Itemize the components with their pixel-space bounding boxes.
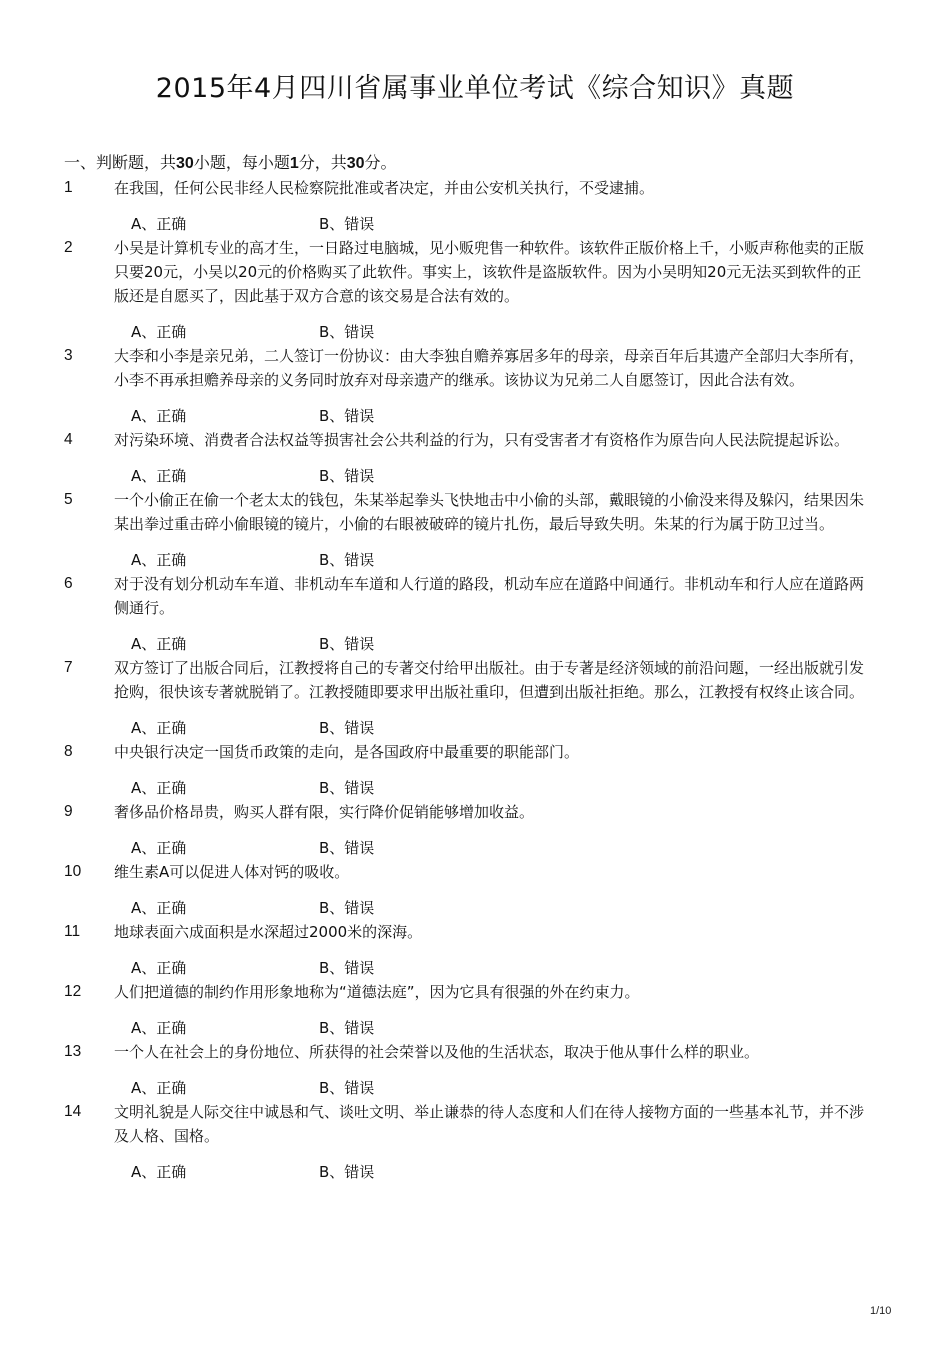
question-text: 中央银行决定一国货币政策的走向，是各国政府中最重要的职能部门。 [114, 743, 580, 761]
section-suffix: 分。 [364, 153, 397, 172]
section-prefix: 一、判断题，共 [64, 153, 177, 172]
question-text: 一个人在社会上的身份地位、所获得的社会荣誉以及他的生活状态，取决于他从事什么样的职业。 [114, 1043, 760, 1061]
question-number: 7 [64, 659, 73, 676]
option-b[interactable]: B、错误 [319, 1163, 375, 1181]
question-text: 地球表面六成面积是水深超过2000米的深海。 [114, 923, 423, 941]
option-b[interactable]: B、错误 [319, 839, 375, 857]
option-a[interactable]: A、正确 [131, 899, 187, 917]
points-total: 30 [346, 155, 365, 172]
option-a[interactable]: A、正确 [131, 551, 187, 569]
answer-options [131, 464, 864, 488]
section-mid2: 分，共 [298, 153, 347, 172]
question-count: 30 [176, 155, 194, 172]
question-number: 3 [64, 347, 73, 364]
option-a[interactable]: A、正确 [131, 1079, 187, 1097]
question-item [64, 428, 864, 488]
question-item [64, 236, 864, 344]
question-text: 大李和小李是亲兄弟，二人签订一份协议：由大李独自赡养寡居多年的母亲，母亲百年后其遗产全部归大李所有，小李不再承担赡养母亲的义务同时放弃对母亲遗产的继承。该协议为兄弟二人自愿签订，因此合法有效。 [114, 347, 865, 389]
question-number: 6 [64, 575, 73, 592]
option-a[interactable]: A、正确 [131, 959, 187, 977]
question-text: 文明礼貌是人际交往中诚恳和气、谈吐文明、举止谦恭的待人态度和人们在待人接物方面的一些基本礼节，并不涉及人格、国格。 [114, 1103, 865, 1145]
section-heading [64, 150, 397, 173]
answer-options [131, 776, 864, 800]
question-text: 在我国，任何公民非经人民检察院批准或者决定，并由公安机关执行，不受逮捕。 [114, 179, 655, 197]
answer-options [131, 404, 864, 428]
option-b[interactable]: B、错误 [319, 551, 375, 569]
question-number: 11 [64, 923, 81, 940]
option-a[interactable]: A、正确 [131, 323, 187, 341]
points-each: 1 [289, 155, 299, 172]
question-item [64, 740, 864, 800]
answer-options [131, 1016, 864, 1040]
answer-options [131, 956, 864, 980]
option-b[interactable]: B、错误 [319, 635, 375, 653]
question-item [64, 572, 864, 656]
question-number: 8 [64, 743, 73, 760]
page-number: 1/10 [870, 1305, 892, 1317]
answer-options [131, 212, 864, 236]
option-a[interactable]: A、正确 [131, 719, 187, 737]
option-a[interactable]: A、正确 [131, 467, 187, 485]
question-text: 维生素A可以促进人体对钙的吸收。 [114, 863, 350, 881]
answer-options [131, 896, 864, 920]
answer-options [131, 548, 864, 572]
question-item [64, 1100, 864, 1184]
question-number: 1 [64, 179, 73, 196]
question-number: 13 [64, 1043, 82, 1060]
question-number: 12 [64, 983, 82, 1000]
answer-options [131, 320, 864, 344]
option-a[interactable]: A、正确 [131, 839, 187, 857]
question-number: 9 [64, 803, 73, 820]
option-b[interactable]: B、错误 [319, 1079, 375, 1097]
option-a[interactable]: A、正确 [131, 1163, 187, 1181]
question-text: 奢侈品价格昂贵，购买人群有限，实行降价促销能够增加收益。 [114, 803, 535, 821]
question-number: 10 [64, 863, 82, 880]
question-text: 人们把道德的制约作用形象地称为“道德法庭”，因为它具有很强的外在约束力。 [114, 983, 640, 1001]
option-b[interactable]: B、错误 [319, 1019, 375, 1037]
option-a[interactable]: A、正确 [131, 1019, 187, 1037]
section-mid1: 小题，每小题 [193, 153, 290, 172]
question-text: 小吴是计算机专业的高才生，一日路过电脑城，见小贩兜售一种软件。该软件正版价格上千，小贩声称他卖的正版只要20元，小吴以20元的价格购买了此软件。事实上，该软件是盗版软件。因为小吴明知20元无法买到软件的正版还是自愿买了，因此基于双方合意的该交易是合法有效的。 [114, 239, 865, 305]
option-a[interactable]: A、正确 [131, 779, 187, 797]
option-b[interactable]: B、错误 [319, 899, 375, 917]
answer-options [131, 1076, 864, 1100]
option-b[interactable]: B、错误 [319, 779, 375, 797]
question-item [64, 800, 864, 860]
question-list [64, 176, 864, 1184]
question-text: 对污染环境、消费者合法权益等损害社会公共利益的行为，只有受害者才有资格作为原告向人民法院提起诉讼。 [114, 431, 850, 449]
question-item [64, 344, 864, 428]
option-a[interactable]: A、正确 [131, 215, 187, 233]
question-item [64, 176, 864, 236]
question-item [64, 1040, 864, 1100]
question-number: 2 [64, 239, 73, 256]
question-number: 14 [64, 1103, 82, 1120]
option-b[interactable]: B、错误 [319, 467, 375, 485]
option-b[interactable]: B、错误 [319, 719, 375, 737]
question-text: 一个小偷正在偷一个老太太的钱包，朱某举起拳头飞快地击中小偷的头部，戴眼镜的小偷没来得及躲闪，结果因朱某出拳过重击碎小偷眼镜的镜片，小偷的右眼被破碎的镜片扎伤，最后导致失明。朱某的行为属于防卫过当。 [114, 491, 865, 533]
answer-options [131, 716, 864, 740]
option-b[interactable]: B、错误 [319, 959, 375, 977]
answer-options [131, 836, 864, 860]
question-item [64, 656, 864, 740]
question-text: 双方签订了出版合同后，江教授将自己的专著交付给甲出版社。由于专著是经济领域的前沿问题，一经出版就引发抢购，很快该专著就脱销了。江教授随即要求甲出版社重印，但遭到出版社拒绝。那么，江教授有权终止该合同。 [114, 659, 865, 701]
option-b[interactable]: B、错误 [319, 215, 375, 233]
answer-options [131, 632, 864, 656]
option-a[interactable]: A、正确 [131, 407, 187, 425]
question-item [64, 980, 864, 1040]
question-text: 对于没有划分机动车车道、非机动车车道和人行道的路段，机动车应在道路中间通行。非机动车和行人应在道路两侧通行。 [114, 575, 865, 617]
option-b[interactable]: B、错误 [319, 407, 375, 425]
question-item [64, 920, 864, 980]
question-number: 4 [64, 431, 73, 448]
answer-options [131, 1160, 864, 1184]
question-item [64, 860, 864, 920]
option-b[interactable]: B、错误 [319, 323, 375, 341]
option-a[interactable]: A、正确 [131, 635, 187, 653]
question-number: 5 [64, 491, 73, 508]
question-item [64, 488, 864, 572]
page-title: 2015年4月四川省属事业单位考试《综合知识》真题 [155, 73, 795, 104]
